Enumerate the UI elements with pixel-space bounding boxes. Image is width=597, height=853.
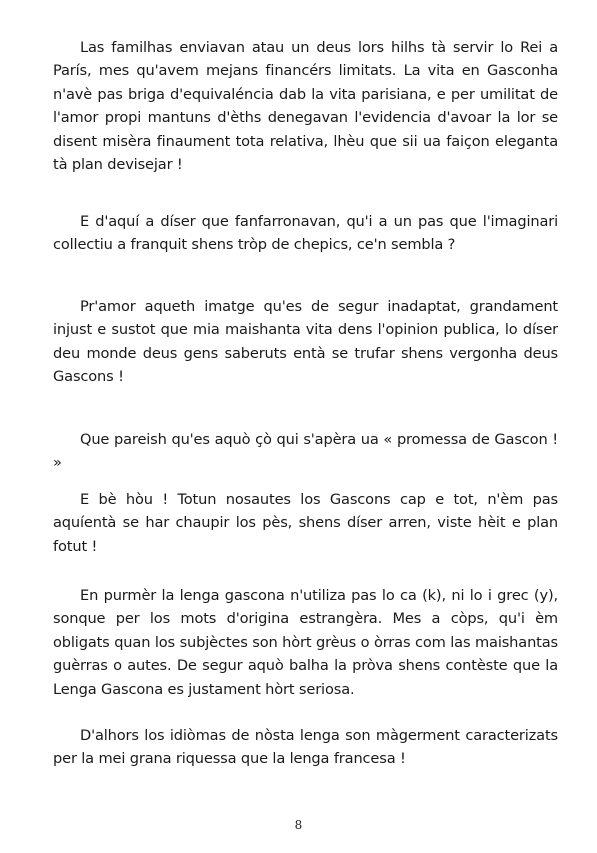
paragraph-3: Pr'amor aqueth imatge qu'es de segur inadaptat, grandament injust e sustot que mia maishanta vita dens l'opinion publica, lo díser deu monde deus gens saberuts entà se trufar shens vergonha deus Gascons ! <box>53 298 558 386</box>
page-number: 8 <box>294 818 303 832</box>
paragraph-1: Las familhas enviavan atau un deus lors hilhs tà servir lo Rei a París, mes qu'avem mejans financérs limitats. La vita en Gasconha n'avè pas briga d'equivaléncia dab la vita parisiana, e per umilitat de l'amor propi mantuns d'èths denegavan l'evidencia d'avoar la lor se disent misèra finaument tota relativa, lhèu que sii ua faiçon eleganta tà plan devisejar ! <box>53 39 558 174</box>
paragraph-6: En purmèr la lenga gascona n'utiliza pas lo ca (k), ni lo i grec (y), sonque per los mots d'origina estrangèra. Mes a còps, qu'i èm obligats quan los subjèctes son hòrt grèus o òrras com las maishantas guèrras o autes. De segur aquò balha la pròva shens contèste que la Lenga Gascona es justament hòrt seriosa. <box>53 587 558 698</box>
paragraph-2: E d'aquí a díser que fanfarronavan, qu'i a un pas que l'imaginari collectiu a franquit shens tròp de chepics, ce'n sembla ? <box>53 213 558 254</box>
paragraph-5: E bè hòu ! Totun nosautes los Gascons cap e tot, n'èm pas aquíentà se har chaupir los pès, shens díser arren, viste hèit e plan fotut ! <box>53 491 558 555</box>
paragraph-7: D'alhors los idiòmas de nòsta lenga son màgerment caracterizats per la mei grana riquessa que la lenga francesa ! <box>53 727 558 768</box>
paragraph-4: Que pareish qu'es aquò çò qui s'apèra ua « promessa de Gascon ! » <box>53 431 558 472</box>
